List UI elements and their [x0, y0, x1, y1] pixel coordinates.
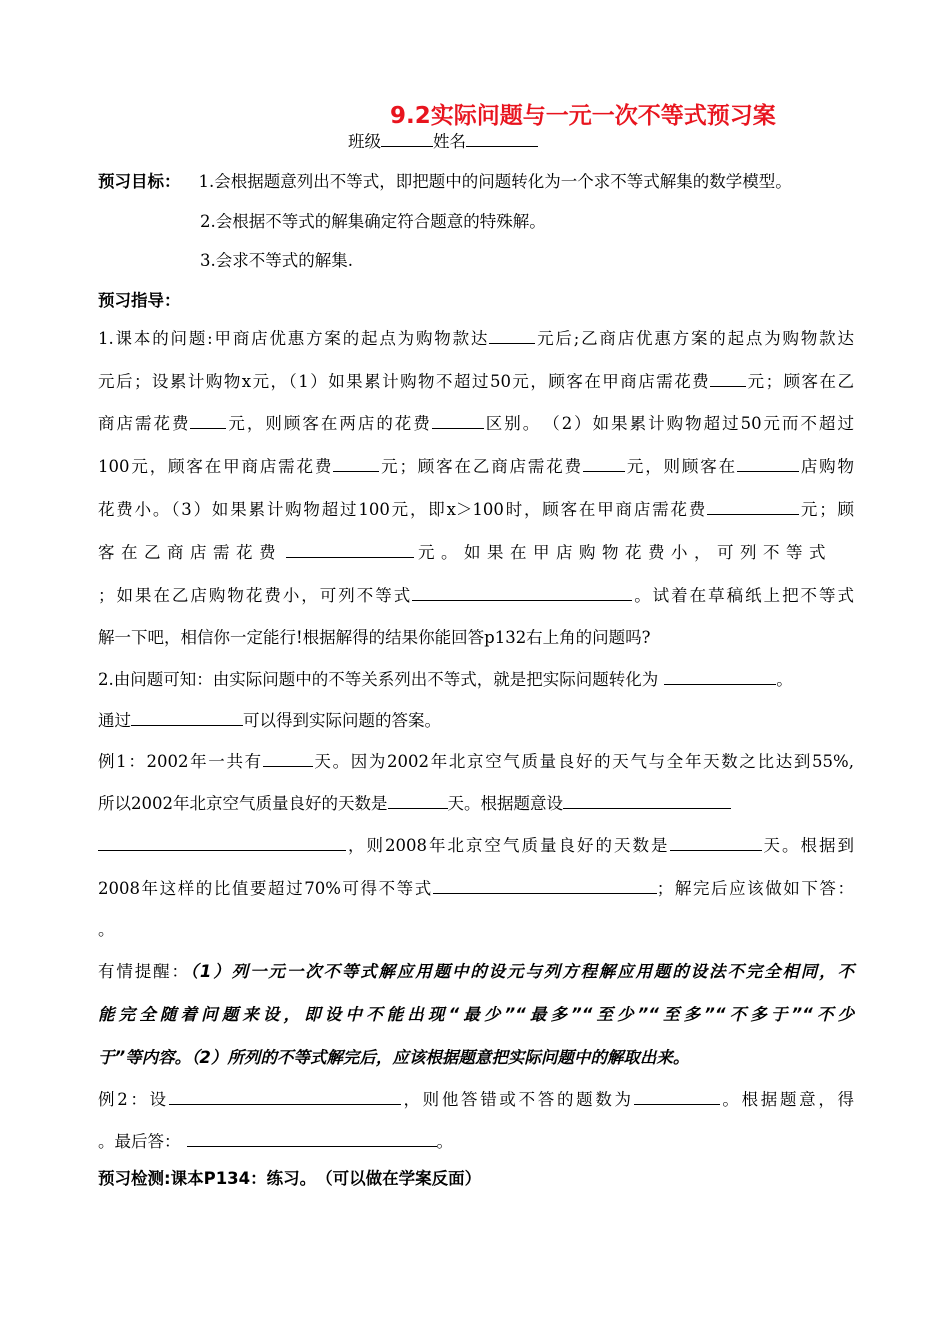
q1-line-8: 解一下吧，相信你一定能行!根据解得的结果你能回答p132右上角的问题吗?: [98, 628, 651, 647]
q1-text: 元；顾客在乙: [746, 372, 855, 391]
q1-text: 100元，顾客在甲商店需花费: [98, 457, 334, 476]
answer-blank[interactable]: [710, 369, 746, 387]
reminder-line-1: [98, 960, 854, 984]
goal-item: 2.会根据不等式的解集确定符合题意的特殊解。: [200, 212, 546, 231]
ex1-text: ，则2008年北京空气质量良好的天数是: [346, 836, 670, 855]
q1-text: 元。如果在甲店购物花费小，可列不等式: [418, 543, 832, 562]
q1-line-7: [98, 583, 854, 608]
class-blank[interactable]: [381, 129, 433, 147]
answer-blank[interactable]: [583, 454, 625, 472]
ex1-line-1: [98, 749, 854, 774]
ex1-line-5: 。: [98, 920, 115, 939]
ex2-line-2: [98, 1129, 453, 1154]
class-label: 班级: [348, 132, 381, 151]
q1-text: 元，则顾客在两店的花费: [226, 414, 432, 433]
answer-blank[interactable]: [433, 876, 657, 894]
answer-blank[interactable]: [333, 454, 379, 472]
ex1-text: ；解完后应该做如下答：: [656, 879, 854, 898]
ex2-text: 。: [436, 1132, 453, 1151]
name-label: 姓名: [433, 132, 466, 151]
q1-text: 。试着在草稿纸上把不等式: [632, 586, 855, 605]
ex2-line-1: [98, 1087, 854, 1112]
q1-text: 商店需花费: [98, 414, 191, 433]
q1-text: 客在乙商店需花费: [98, 543, 282, 562]
q2-line-1: [98, 667, 793, 692]
goal-item: 1.会根据题意列出不等式，即把题中的问题转化为一个求不等式解集的数学模型。: [198, 172, 792, 191]
q1-line-1: [98, 326, 854, 351]
q1-text: 元后；设累计购物x元，（1）如果累计购物不超过50元，顾客在甲商店需花费: [98, 372, 711, 391]
ex1-text: 所以2002年北京空气质量良好的天数是: [98, 794, 388, 813]
ex2-text: 例2：设: [98, 1090, 169, 1109]
ex1-text: 例1：2002年一共有: [98, 752, 263, 771]
goals-label: 预习目标：: [98, 172, 181, 191]
guide-label: 预习指导：: [98, 291, 181, 310]
ex1-text: 2008年这样的比值要超过70%可得不等式: [98, 879, 433, 898]
q1-text: 元；顾客在乙商店需花费: [379, 457, 583, 476]
q1-line-6: [98, 540, 832, 565]
answer-blank[interactable]: [190, 411, 226, 429]
q2-text: 通过: [98, 711, 131, 730]
goals-line-1: [98, 170, 792, 194]
answer-blank[interactable]: [169, 1087, 401, 1105]
answer-blank[interactable]: [670, 833, 762, 851]
q1-line-3: [98, 411, 854, 436]
q1-text: 花费小。（3）如果累计购物超过100元，即x＞100时，顾客在甲商店需花费: [98, 500, 708, 519]
ex2-text: 。根据题意，得: [719, 1090, 854, 1109]
q2-line-2: [98, 708, 441, 733]
answer-blank[interactable]: [263, 749, 313, 767]
ex2-text: 。最后答：: [98, 1132, 181, 1151]
ex1-line-4: [98, 876, 854, 901]
q1-text: 元后;乙商店优惠方案的起点为购物款达: [535, 329, 854, 348]
q1-text: 区别。 （2）如果累计购物超过50元而不超过: [483, 414, 854, 433]
q1-line-5: [98, 497, 854, 522]
q1-text: 店购物: [798, 457, 855, 476]
answer-blank[interactable]: [98, 833, 346, 851]
q1-text: 元，则顾客在: [624, 457, 737, 476]
answer-blank[interactable]: [131, 708, 243, 726]
answer-blank[interactable]: [432, 411, 484, 429]
q1-line-2: [98, 369, 854, 394]
q2-text: 2.由问题可知：由实际问题中的不等关系列出不等式，就是把实际问题转化为: [98, 670, 659, 689]
q1-text: 元；顾: [799, 500, 855, 519]
answer-blank[interactable]: [634, 1087, 720, 1105]
ex1-text: 天。因为2002年北京空气质量良好的天气与全年天数之比达到55%,: [312, 752, 854, 771]
page-title: 9.2实际问题与一元一次不等式预习案: [390, 103, 776, 129]
ex1-line-2: [98, 791, 731, 816]
name-blank[interactable]: [466, 129, 538, 147]
ex1-text: 天。根据题意设: [447, 794, 563, 813]
q2-text: 。: [776, 670, 793, 689]
reminder-line-2: 能完全随着问题来设，即设中不能出现“最少”“最多”“至少”“至多”“不多于”“不少: [98, 1005, 854, 1024]
preview-check: 预习检测:课本P134：练习。 （可以做在学案反面）: [98, 1169, 482, 1188]
answer-blank[interactable]: [412, 583, 632, 601]
answer-blank[interactable]: [707, 497, 799, 515]
answer-blank[interactable]: [563, 791, 731, 809]
q2-text: 可以得到实际问题的答案。: [243, 711, 441, 730]
answer-blank[interactable]: [664, 667, 776, 685]
answer-blank[interactable]: [489, 326, 535, 344]
reminder-text: （1）列一元一次不等式解应用题中的设元与列方程解应用题的设法不完全相同，不: [189, 962, 855, 981]
q1-text: 1.课本的问题:甲商店优惠方案的起点为购物款达: [98, 329, 490, 348]
ex1-text: 天。根据到: [761, 836, 854, 855]
ex1-line-3: [98, 833, 854, 858]
class-name-line: [348, 129, 538, 154]
answer-blank[interactable]: [286, 540, 414, 558]
answer-blank[interactable]: [388, 791, 448, 809]
reminder-line-3: 于”等内容。（2）所列的不等式解完后，应该根据题意把实际问题中的解取出来。: [98, 1048, 690, 1067]
q1-line-4: [98, 454, 854, 479]
answer-blank[interactable]: [737, 454, 799, 472]
goal-item: 3.会求不等式的解集.: [200, 251, 353, 270]
ex2-text: ，则他答错或不答的题数为: [400, 1090, 634, 1109]
answer-blank[interactable]: [187, 1129, 437, 1147]
reminder-label: 有情提醒：: [98, 962, 190, 981]
q1-text: ；如果在乙店购物花费小，可列不等式: [98, 586, 413, 605]
